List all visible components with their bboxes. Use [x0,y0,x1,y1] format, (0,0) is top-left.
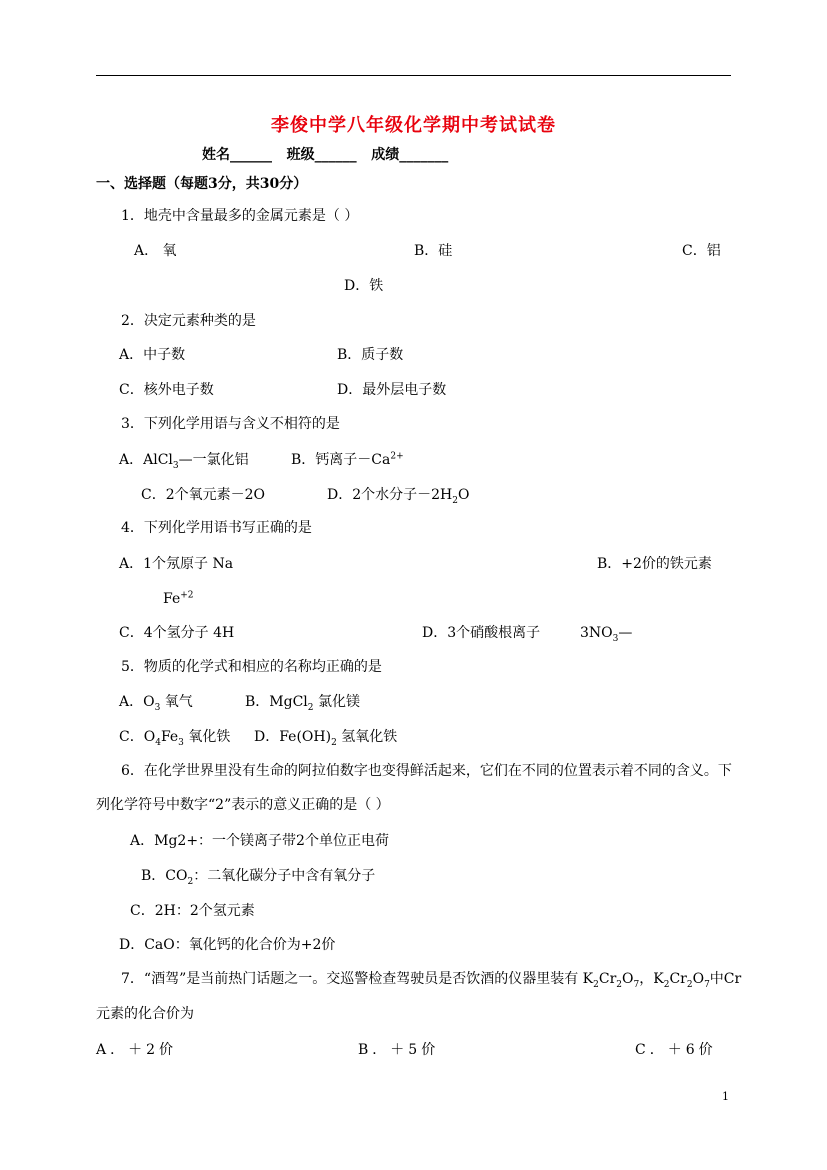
q1-option-d[interactable]: D．铁 [344,278,384,294]
q5-option-b[interactable] [245,693,360,711]
q7-sub-5: 2 [686,979,693,990]
q4-stem: 4．下列化学用语书写正确的是 [121,520,312,536]
q7-sub-6: 7 [704,979,710,990]
q3-option-a[interactable] [119,451,249,469]
info-line [202,146,448,164]
q5-c-text: C．O [119,729,156,745]
q5-d-sub: 2 [331,737,337,748]
q3-option-c[interactable]: C．2个氧元素－2O [141,487,266,503]
q7-stem-line2: 元素的化合价为 [96,1006,194,1022]
q2-option-d[interactable]: D．最外层电子数 [337,382,447,398]
q1-option-a[interactable]: A． 氧 [134,243,177,259]
q5-option-d[interactable] [254,728,397,746]
q1-option-b[interactable]: B．硅 [414,243,453,259]
q4-option-d-formula [580,624,632,642]
q4-option-a[interactable]: A．1个氖原子 Na [119,556,234,572]
q6-option-c[interactable]: C．2H：2个氢元素 [130,903,255,919]
name-field[interactable]: 姓名______ [202,147,272,163]
q4-b-valence: +2 [180,590,194,601]
q4-option-d[interactable]: D．3个硝酸根离子 [422,625,541,641]
q5-option-a[interactable] [119,693,193,711]
q4-d-charge: — [618,625,633,641]
q2-option-a[interactable]: A．中子数 [119,347,186,363]
q5-c-fe: Fe [160,729,179,745]
q6-option-d[interactable]: D．CaO：氧化钙的化合价为+2价 [119,937,336,953]
q3-a-sub: 3 [172,460,179,471]
q5-b-name: 氯化镁 [313,694,360,710]
page-number: 1 [722,1090,729,1103]
q5-c-sub: 4 [155,737,161,748]
q5-b-sub: 2 [307,702,314,713]
q7-option-a[interactable]: A．＋2价 [96,1042,178,1058]
q7-sub-1: 2 [593,979,599,990]
q6-b-meaning: ：二氧化碳分子中含有氧分子 [193,868,376,884]
q3-a-meaning: —一氯化铝 [178,452,249,468]
q7-o-1: O [622,971,634,987]
q4-option-b[interactable]: B．+2价的铁元素 [597,556,712,572]
q7-option-b[interactable]: B．＋5价 [358,1042,440,1058]
q7-stem-tail: 中Cr [709,971,742,987]
q5-stem: 5．物质的化学式和相应的名称均正确的是 [121,659,382,675]
q6-stem-line2: 列化学符号中数字“2”表示的意义正确的是（ ） [96,797,390,813]
q2-option-b[interactable]: B．质子数 [337,347,404,363]
q7-o-2: O [692,971,705,987]
q3-b-text: B．钙离子－Ca [291,452,391,468]
q3-d-text: D．2个水分子－2H [327,487,453,503]
q3-stem: 3．下列化学用语与含义不相符的是 [121,416,340,432]
q3-d-tail: O [457,487,470,503]
q4-option-c[interactable]: C．4个氢分子 4H [119,625,235,641]
q5-c-sub2: 3 [178,737,184,748]
q5-option-c[interactable] [119,728,230,746]
class-field[interactable]: 班级______ [286,147,357,163]
q7-cr-1: Cr [598,971,617,987]
score-field[interactable]: 成绩_______ [371,147,449,163]
q7-stem-line1 [121,970,741,988]
q7-sub-4: 2 [663,979,670,990]
page-title: 李俊中学八年级化学期中考试试卷 [271,115,556,136]
q4-option-b-formula [163,590,194,608]
q2-option-c[interactable]: C．核外电子数 [119,382,214,398]
q6-option-a[interactable]: A．Mg2+：一个镁离子带2个单位正电荷 [130,833,389,849]
q7-cr-2: Cr [669,971,687,987]
q1-option-c[interactable]: C．铝 [682,243,721,259]
q6-b-text: B．CO [141,868,188,884]
q7-stem-text: 7．“酒驾”是当前热门话题之一。交巡警检查驾驶员是否饮酒的仪器里装有 K [121,971,594,987]
q3-a-text: A．AlCl [119,452,173,468]
section-heading: 一、选择题（每题3分，共30分） [96,176,308,192]
q5-a-sub: 3 [154,702,161,713]
q3-b-sup: 2+ [390,451,404,462]
q7-sub-2: 2 [616,979,623,990]
q6-stem-line1: 6．在化学世界里没有生命的阿拉伯数字也变得鲜活起来，它们在不同的位置表示着不同的含义。下 [121,763,732,779]
q5-c-name: 氧化铁 [183,729,231,745]
header-rule [96,75,731,76]
q7-sub-3: 7 [633,979,640,990]
q5-d-name: 氢氧化铁 [336,729,398,745]
q6-b-sub: 2 [187,876,194,887]
q4-b-fe: Fe [163,591,181,607]
q6-option-b[interactable] [141,867,375,885]
q7-option-c[interactable]: C．＋6价 [635,1042,717,1058]
q5-a-name: 氧气 [160,694,193,710]
q5-b-text: B．MgCl [245,694,308,710]
q4-d-sub: 3 [612,633,619,644]
q7-k-2: ，K [639,971,664,987]
q5-a-text: A．O [119,694,155,710]
q4-d-no: 3NO [580,625,613,641]
q3-option-b[interactable] [291,451,404,469]
q2-stem: 2．决定元素种类的是 [121,313,256,329]
q3-option-d[interactable] [327,486,469,504]
q5-d-text: D．Fe(OH) [254,729,332,745]
q1-stem: 1．地壳中含量最多的金属元素是（ ） [121,208,359,224]
q3-d-sub: 2 [452,495,458,506]
